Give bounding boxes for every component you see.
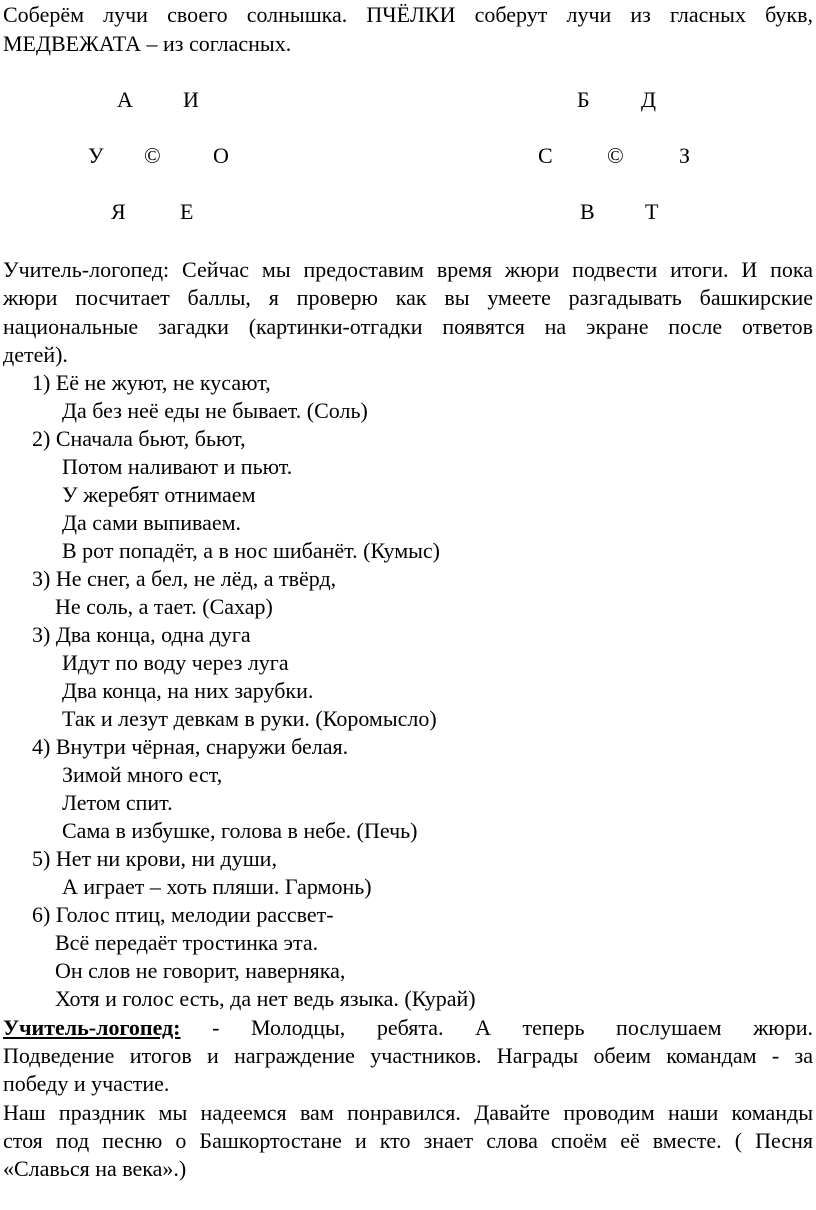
riddle-line: 3) Два конца, одна дуга xyxy=(32,622,251,647)
sun-center-icon: © xyxy=(144,143,161,168)
consonant-letter: З xyxy=(679,143,691,168)
paragraph-line: Наш праздник мы надеемся вам понравился. Давайте проводим наши команды xyxy=(3,1100,813,1125)
consonant-letter: В xyxy=(580,199,595,224)
consonant-letter: Д xyxy=(641,87,657,112)
speaker-label: Учитель-логопед: xyxy=(3,1015,181,1040)
consonant-letter: Б xyxy=(577,87,590,112)
riddle-line: 5) Нет ни крови, ни души, xyxy=(32,846,277,871)
paragraph-line: «Славься на века».) xyxy=(3,1156,187,1181)
riddle-line: 6) Голос птиц, мелодии рассвет- xyxy=(32,902,334,927)
vowel-letter: А xyxy=(117,87,133,112)
paragraph-line: детей). xyxy=(3,342,68,367)
riddle-line: Идут по воду через луга xyxy=(62,650,289,675)
riddle-line: Всё передаёт тростинка эта. xyxy=(55,930,319,955)
riddle-line: Да сами выпиваем. xyxy=(62,510,242,535)
riddle-line: Так и лезут девкам в руки. (Коромысло) xyxy=(62,706,437,731)
riddle-line: В рот попадёт, а в нос шибанёт. (Кумыс) xyxy=(62,538,440,563)
vowel-letter: Е xyxy=(180,199,194,224)
vowel-letter: О xyxy=(213,143,229,168)
vowel-letter: Я xyxy=(111,199,126,224)
riddle-line: 2) Сначала бьют, бьют, xyxy=(32,426,246,451)
intro-line-1: Соберём лучи своего солнышка. ПЧЁЛКИ соберут лучи из гласных букв, xyxy=(3,2,813,27)
riddle-line: 4) Внутри чёрная, снаружи белая. xyxy=(32,734,349,759)
riddle-line: У жеребят отнимаем xyxy=(62,482,256,507)
riddle-line: Сама в избушке, голова в небе. (Печь) xyxy=(62,818,418,843)
vowel-letter: У xyxy=(88,143,104,168)
intro-line-2: МЕДВЕЖАТА – из согласных. xyxy=(3,31,292,56)
riddle-line: А играет – хоть пляши. Гармонь) xyxy=(62,874,372,899)
riddle-line: Он слов не говорит, наверняка, xyxy=(55,958,346,983)
paragraph-line: Учитель-логопед: Сейчас мы предоставим время жюри подвести итоги. И пока xyxy=(3,257,813,282)
riddle-line: Летом спит. xyxy=(62,790,173,815)
consonant-letter: С xyxy=(538,143,553,168)
paragraph-line: жюри посчитает баллы, я проверю как вы умеете разгадывать башкирские xyxy=(3,285,813,310)
riddle-line: Зимой много ест, xyxy=(62,762,223,787)
paragraph-text: - Молодцы, ребята. А теперь послушаем жюри. xyxy=(180,1015,813,1040)
riddle-line: Хотя и голос есть, да нет ведь языка. (Курай) xyxy=(55,986,476,1011)
riddle-line: Потом наливают и пьют. xyxy=(62,454,293,479)
consonant-letter: Т xyxy=(645,199,659,224)
sun-center-icon: © xyxy=(607,143,624,168)
paragraph-line: победу и участие. xyxy=(3,1071,170,1096)
riddle-line: Да без неё еды не бывает. (Соль) xyxy=(62,398,368,423)
paragraph-line: Подведение итогов и награждение участников. Награды обеим командам - за xyxy=(3,1043,813,1068)
riddle-line: 3) Не снег, а бел, не лёд, а твёрд, xyxy=(32,566,337,591)
paragraph-line: национальные загадки (картинки-отгадки появятся на экране после ответов xyxy=(3,314,813,339)
riddle-line: Не соль, а тает. (Сахар) xyxy=(55,594,273,619)
paragraph-line xyxy=(3,1014,813,1042)
vowel-letter: И xyxy=(183,87,199,112)
paragraph-line: стоя под песню о Башкортостане и кто знает слова споём её вместе. ( Песня xyxy=(3,1128,813,1153)
riddle-line: 1) Её не жуют, не кусают, xyxy=(32,370,271,395)
riddle-line: Два конца, на них зарубки. xyxy=(62,678,314,703)
